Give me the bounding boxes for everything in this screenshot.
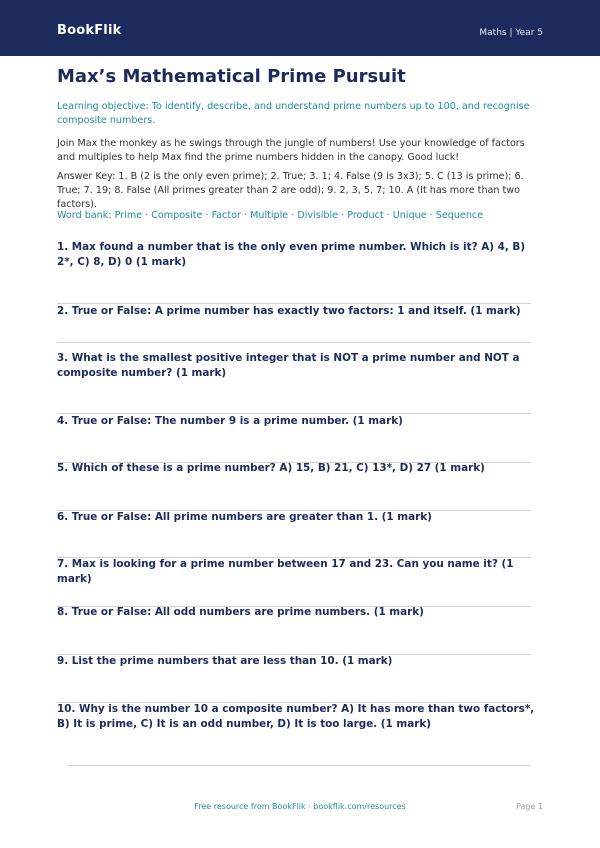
answer-line-10 [68,765,530,766]
intro-text: Join Max the monkey as he swings through the jungle of numbers! Use your knowledge of factors and multiples to help Max find the prime numbers hidden in the canopy. Good luck! [57,138,525,163]
question-5: 5. Which of these is a prime number? A) 15, B) 21, C) 13*, D) 27 (1 mark) [57,462,485,474]
word-bank: Word bank: Prime · Composite · Factor · Multiple · Divisible · Product · Unique · Sequence [57,210,484,221]
question-8: 8. True or False: All odd numbers are prime numbers. (1 mark) [57,606,424,618]
worksheet-title: Max’s Mathematical Prime Pursuit [57,66,406,87]
page-number: Page 1 [516,802,543,811]
question-1: 1. Max found a number that is the only even prime number. Which is it? A) 4, B) 2*, C) 8, D) 0 (1 mark) [57,241,526,268]
brand-logo[interactable]: BookFlik [57,23,122,38]
answer-key: Answer Key: 1. B (2 is the only even prime); 2. True; 3. 1; 4. False (9 is 3x3); 5. C (13 is prime); 6. True; 7. 19; 8. False (All primes greater than 2 are odd); 9. 2, 3, 5, 7; 10. A (It has more than two factors). [57,171,524,210]
question-4: 4. True or False: The number 9 is a prime number. (1 mark) [57,415,403,427]
question-3: 3. What is the smallest positive integer that is NOT a prime number and NOT a composite number? (1 mark) [57,352,520,379]
footer-link[interactable]: Free resource from BookFlik · bookflik.com/resources [194,802,406,811]
subject-year-label: Maths | Year 5 [479,28,543,38]
question-2: 2. True or False: A prime number has exactly two factors: 1 and itself. (1 mark) [57,305,521,317]
question-6: 6. True or False: All prime numbers are greater than 1. (1 mark) [57,511,432,523]
header-bar [0,0,600,56]
question-10: 10. Why is the number 10 a composite number? A) It has more than two factors*, B) It is prime, C) It is an odd number, D) It is too large. (1 mark) [57,703,535,730]
learning-objective: Learning objective: To identify, describe, and understand prime numbers up to 100, and recognise composite numbers. [57,101,530,126]
question-9: 9. List the prime numbers that are less than 10. (1 mark) [57,655,393,667]
answer-line-2 [57,342,531,343]
question-7: 7. Max is looking for a prime number between 17 and 23. Can you name it? (1 mark) [57,558,514,585]
